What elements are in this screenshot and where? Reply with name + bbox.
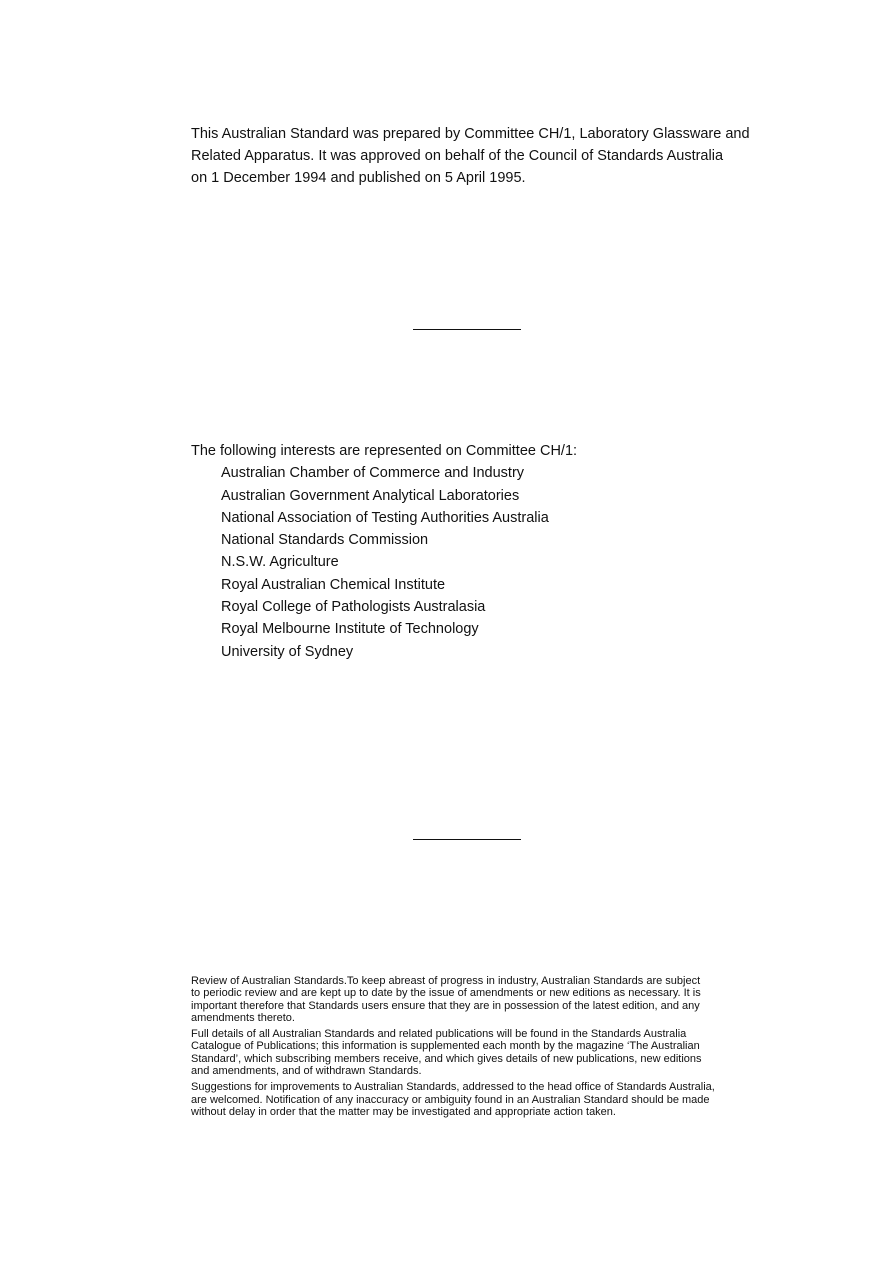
interest-item: Australian Government Analytical Laboratories bbox=[221, 487, 520, 504]
notice-line: to periodic review and are kept up to date by the issue of amendments or new editions as necessary. It is bbox=[191, 987, 701, 1000]
interest-item: Royal College of Pathologists Australasia bbox=[221, 599, 486, 616]
notice-line: Standard’, which subscribing members receive, and which gives details of new publications, new editions bbox=[191, 1052, 702, 1065]
interest-item: University of Sydney bbox=[221, 643, 354, 660]
preparation-line: Related Apparatus. It was approved on behalf of the Council of Standards Australia bbox=[191, 148, 724, 164]
suggestions-notice-paragraph bbox=[191, 1081, 801, 1118]
catalogue-notice-paragraph bbox=[191, 1028, 801, 1077]
interest-item: National Standards Commission bbox=[221, 532, 429, 549]
notice-line: Suggestions for improvements to Australian Standards, addressed to the head office of Standards Australia, bbox=[191, 1081, 715, 1094]
interest-item: N.S.W. Agriculture bbox=[221, 554, 339, 571]
notice-line: important therefore that Standards users ensure that they are in possession of the latest edition, and any bbox=[191, 999, 700, 1012]
section-divider bbox=[413, 329, 521, 330]
notice-line: are welcomed. Notification of any inaccuracy or ambiguity found in an Australian Standard should be made bbox=[191, 1093, 710, 1106]
interest-item: Royal Melbourne Institute of Technology bbox=[221, 621, 479, 638]
interests-heading: The following interests are represented on Committee CH/1: bbox=[191, 443, 578, 459]
standards-notice bbox=[191, 975, 801, 1122]
notice-line: amendments thereto. bbox=[191, 1011, 295, 1024]
notice-line: Full details of all Australian Standards and related publications will be found in the Standards Australia bbox=[191, 1028, 687, 1041]
preparation-line: This Australian Standard was prepared by Committee CH/1, Laboratory Glassware and bbox=[191, 126, 750, 142]
notice-line: Catalogue of Publications; this information is supplemented each month by the magazine ‘The Australian bbox=[191, 1040, 700, 1053]
section-divider bbox=[413, 839, 521, 840]
interest-item: Australian Chamber of Commerce and Industry bbox=[221, 465, 525, 482]
notice-line: without delay in order that the matter may be investigated and appropriate action taken. bbox=[191, 1105, 616, 1118]
interest-item: Royal Australian Chemical Institute bbox=[221, 576, 446, 593]
notice-line: Review of Australian Standards.To keep abreast of progress in industry, Australian Standards are subject bbox=[191, 975, 701, 987]
review-notice-paragraph bbox=[191, 975, 801, 1024]
preparation-statement bbox=[191, 123, 801, 189]
notice-line: and amendments, and of withdrawn Standards. bbox=[191, 1065, 422, 1078]
committee-interests bbox=[191, 440, 801, 663]
interests-list bbox=[191, 462, 801, 663]
interest-item: National Association of Testing Authorities Australia bbox=[221, 509, 549, 526]
preparation-line: on 1 December 1994 and published on 5 April 1995. bbox=[191, 170, 526, 186]
